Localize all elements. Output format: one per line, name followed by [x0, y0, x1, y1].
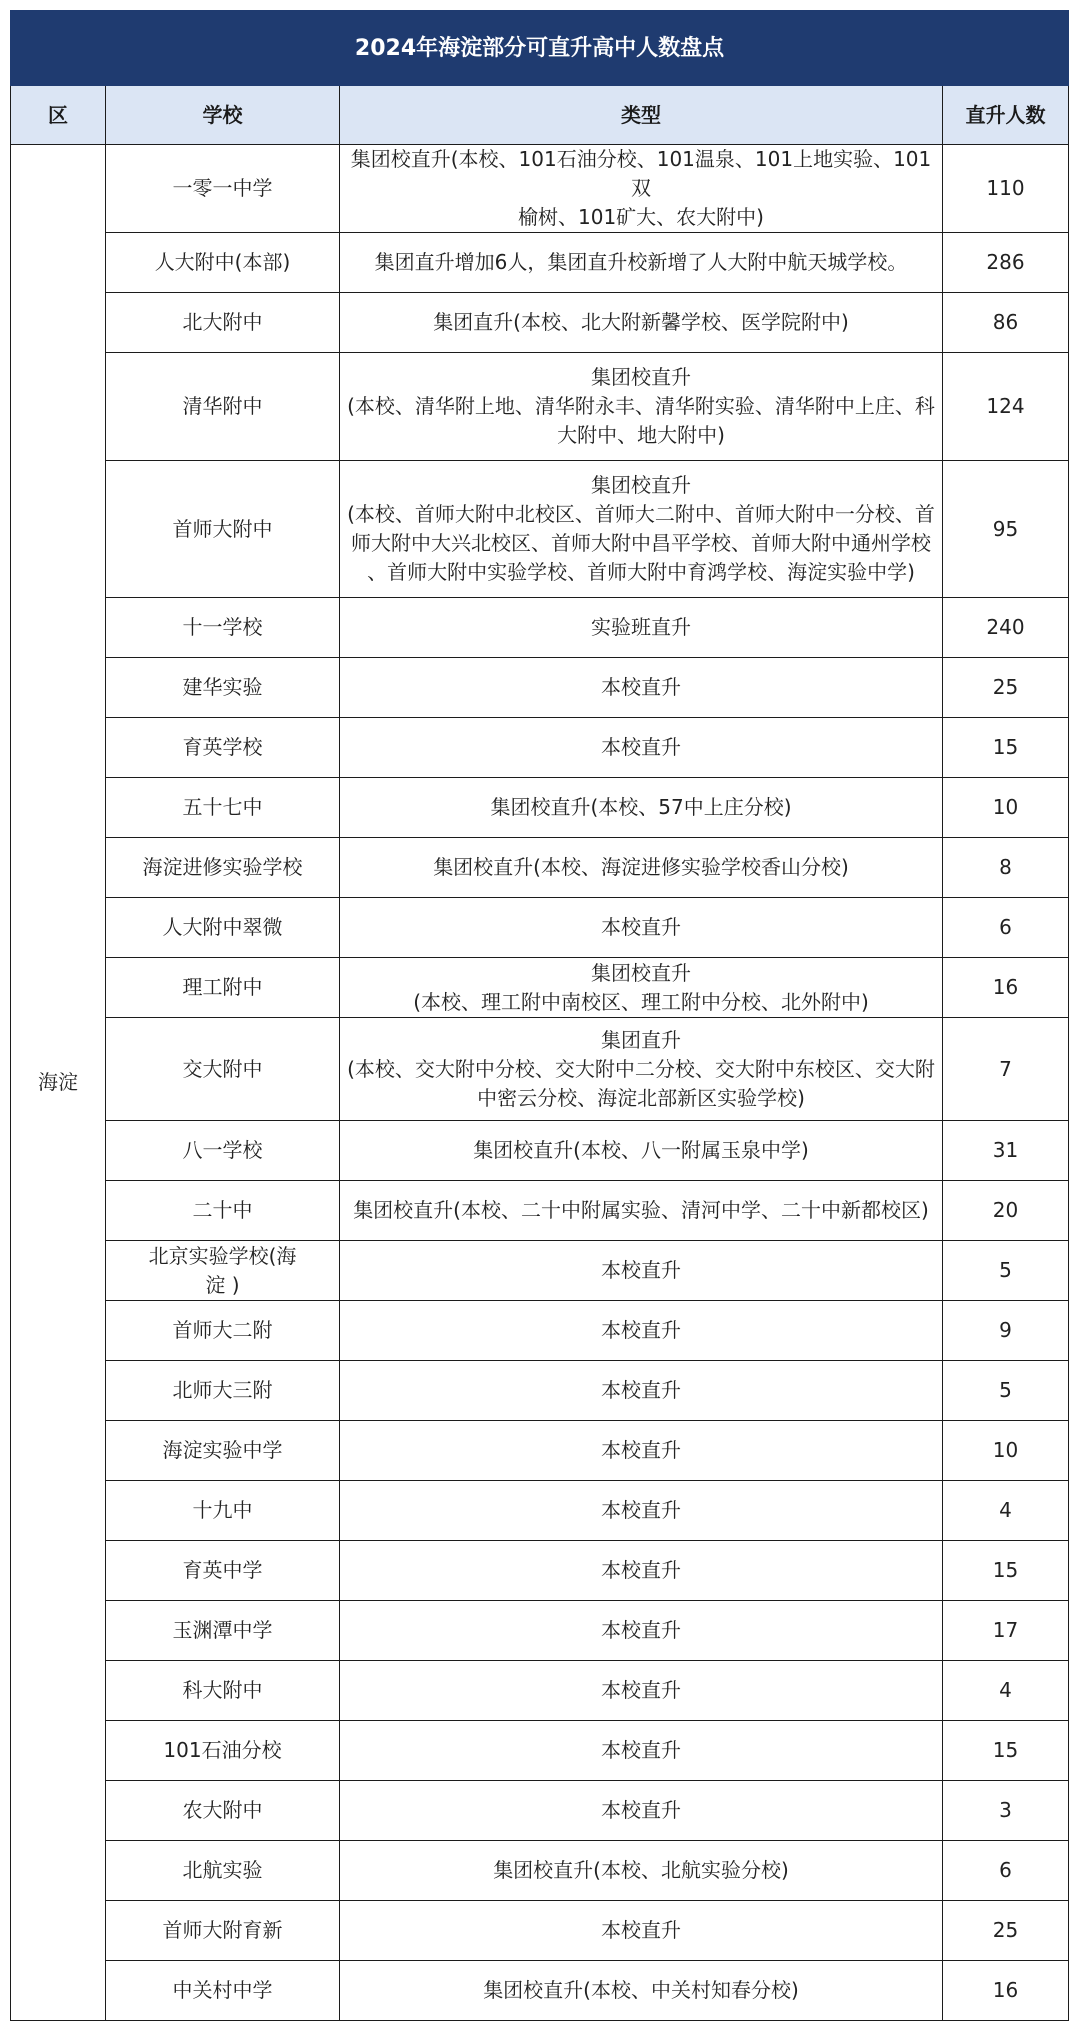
column-header-district: 区: [11, 86, 106, 145]
table-row: [11, 958, 1069, 1018]
school-cell: 玉渊潭中学: [106, 1601, 340, 1661]
table-row: [11, 293, 1069, 353]
page-title: 2024年海淀部分可直升高中人数盘点: [11, 11, 1069, 86]
type-cell: 集团校直升 (本校、清华附上地、清华附永丰、清华附实验、清华附中上庄、科 大附中、地大附中): [340, 353, 943, 461]
table-row: [11, 1541, 1069, 1601]
count-cell: 124: [943, 353, 1069, 461]
school-cell: 八一学校: [106, 1121, 340, 1181]
school-cell: 十一学校: [106, 598, 340, 658]
type-cell: 本校直升: [340, 658, 943, 718]
type-cell: 实验班直升: [340, 598, 943, 658]
table-row: [11, 145, 1069, 233]
school-cell: 五十七中: [106, 778, 340, 838]
type-cell: 集团校直升(本校、101石油分校、101温泉、101上地实验、101双 榆树、101矿大、农大附中): [340, 145, 943, 233]
type-cell: 本校直升: [340, 1361, 943, 1421]
count-cell: 15: [943, 1721, 1069, 1781]
count-cell: 31: [943, 1121, 1069, 1181]
type-cell: 本校直升: [340, 1301, 943, 1361]
table-row: [11, 598, 1069, 658]
school-cell: 一零一中学: [106, 145, 340, 233]
count-cell: 10: [943, 778, 1069, 838]
type-cell: 集团校直升(本校、北航实验分校): [340, 1841, 943, 1901]
table-row: [11, 898, 1069, 958]
table-row: [11, 778, 1069, 838]
count-cell: 20: [943, 1181, 1069, 1241]
count-cell: 6: [943, 898, 1069, 958]
table-row: [11, 658, 1069, 718]
table-row: [11, 1721, 1069, 1781]
type-cell: 本校直升: [340, 1901, 943, 1961]
school-cell: 理工附中: [106, 958, 340, 1018]
count-cell: 15: [943, 1541, 1069, 1601]
district-cell: 海淀: [11, 145, 106, 2021]
type-cell: 集团直升(本校、北大附新馨学校、医学院附中): [340, 293, 943, 353]
table-row: [11, 1781, 1069, 1841]
type-cell: 本校直升: [340, 1661, 943, 1721]
type-cell: 集团校直升 (本校、首师大附中北校区、首师大二附中、首师大附中一分校、首 师大附中大兴北校区、首师大附中昌平学校、首师大附中通州学校 、首师大附中实验学校、首师大附中育鸿学校、海淀实验中学): [340, 461, 943, 598]
school-cell: 育英学校: [106, 718, 340, 778]
table-row: [11, 1181, 1069, 1241]
type-cell: 集团校直升(本校、中关村知春分校): [340, 1961, 943, 2021]
table-row: [11, 1121, 1069, 1181]
table-row: [11, 1301, 1069, 1361]
table-row: [11, 353, 1069, 461]
school-cell: 农大附中: [106, 1781, 340, 1841]
school-cell: 中关村中学: [106, 1961, 340, 2021]
type-cell: 本校直升: [340, 1421, 943, 1481]
count-cell: 3: [943, 1781, 1069, 1841]
table-row: [11, 1841, 1069, 1901]
count-cell: 10: [943, 1421, 1069, 1481]
type-cell: 本校直升: [340, 1241, 943, 1301]
count-cell: 16: [943, 1961, 1069, 2021]
count-cell: 4: [943, 1481, 1069, 1541]
school-cell: 北京实验学校(海 淀 ): [106, 1241, 340, 1301]
school-cell: 首师大附中: [106, 461, 340, 598]
table-wrapper: [10, 10, 1068, 2021]
count-cell: 86: [943, 293, 1069, 353]
school-cell: 首师大附育新: [106, 1901, 340, 1961]
data-table: [10, 10, 1069, 2021]
school-cell: 建华实验: [106, 658, 340, 718]
type-cell: 本校直升: [340, 1721, 943, 1781]
table-row: [11, 1961, 1069, 2021]
table-row: [11, 233, 1069, 293]
type-cell: 集团直升增加6人，集团直升校新增了人大附中航天城学校。: [340, 233, 943, 293]
type-cell: 集团校直升(本校、八一附属玉泉中学): [340, 1121, 943, 1181]
type-cell: 本校直升: [340, 1481, 943, 1541]
count-cell: 8: [943, 838, 1069, 898]
count-cell: 240: [943, 598, 1069, 658]
table-row: [11, 1361, 1069, 1421]
school-cell: 清华附中: [106, 353, 340, 461]
school-cell: 育英中学: [106, 1541, 340, 1601]
school-cell: 北航实验: [106, 1841, 340, 1901]
count-cell: 95: [943, 461, 1069, 598]
school-cell: 海淀实验中学: [106, 1421, 340, 1481]
school-cell: 二十中: [106, 1181, 340, 1241]
type-cell: 集团校直升 (本校、理工附中南校区、理工附中分校、北外附中): [340, 958, 943, 1018]
school-cell: 101石油分校: [106, 1721, 340, 1781]
count-cell: 7: [943, 1018, 1069, 1121]
school-cell: 人大附中翠微: [106, 898, 340, 958]
column-header-school: 学校: [106, 86, 340, 145]
school-cell: 人大附中(本部): [106, 233, 340, 293]
school-cell: 首师大二附: [106, 1301, 340, 1361]
count-cell: 286: [943, 233, 1069, 293]
type-cell: 本校直升: [340, 718, 943, 778]
school-cell: 科大附中: [106, 1661, 340, 1721]
school-cell: 交大附中: [106, 1018, 340, 1121]
header-row: [11, 86, 1069, 145]
table-row: [11, 461, 1069, 598]
school-cell: 北师大三附: [106, 1361, 340, 1421]
table-row: [11, 1421, 1069, 1481]
column-header-count: 直升人数: [943, 86, 1069, 145]
school-cell: 海淀进修实验学校: [106, 838, 340, 898]
school-cell: 北大附中: [106, 293, 340, 353]
table-row: [11, 1241, 1069, 1301]
column-header-type: 类型: [340, 86, 943, 145]
type-cell: 集团校直升(本校、57中上庄分校): [340, 778, 943, 838]
type-cell: 集团直升 (本校、交大附中分校、交大附中二分校、交大附中东校区、交大附 中密云分校、海淀北部新区实验学校): [340, 1018, 943, 1121]
type-cell: 本校直升: [340, 898, 943, 958]
table-row: [11, 718, 1069, 778]
type-cell: 本校直升: [340, 1541, 943, 1601]
count-cell: 15: [943, 718, 1069, 778]
table-row: [11, 1901, 1069, 1961]
school-cell: 十九中: [106, 1481, 340, 1541]
type-cell: 本校直升: [340, 1781, 943, 1841]
count-cell: 5: [943, 1361, 1069, 1421]
count-cell: 9: [943, 1301, 1069, 1361]
type-cell: 本校直升: [340, 1601, 943, 1661]
table-row: [11, 1601, 1069, 1661]
count-cell: 4: [943, 1661, 1069, 1721]
count-cell: 25: [943, 658, 1069, 718]
type-cell: 集团校直升(本校、海淀进修实验学校香山分校): [340, 838, 943, 898]
count-cell: 5: [943, 1241, 1069, 1301]
table-row: [11, 1481, 1069, 1541]
count-cell: 25: [943, 1901, 1069, 1961]
count-cell: 6: [943, 1841, 1069, 1901]
table-row: [11, 838, 1069, 898]
count-cell: 16: [943, 958, 1069, 1018]
type-cell: 集团校直升(本校、二十中附属实验、清河中学、二十中新都校区): [340, 1181, 943, 1241]
table-row: [11, 1661, 1069, 1721]
count-cell: 110: [943, 145, 1069, 233]
table-row: [11, 1018, 1069, 1121]
table-body: [11, 145, 1069, 2021]
count-cell: 17: [943, 1601, 1069, 1661]
